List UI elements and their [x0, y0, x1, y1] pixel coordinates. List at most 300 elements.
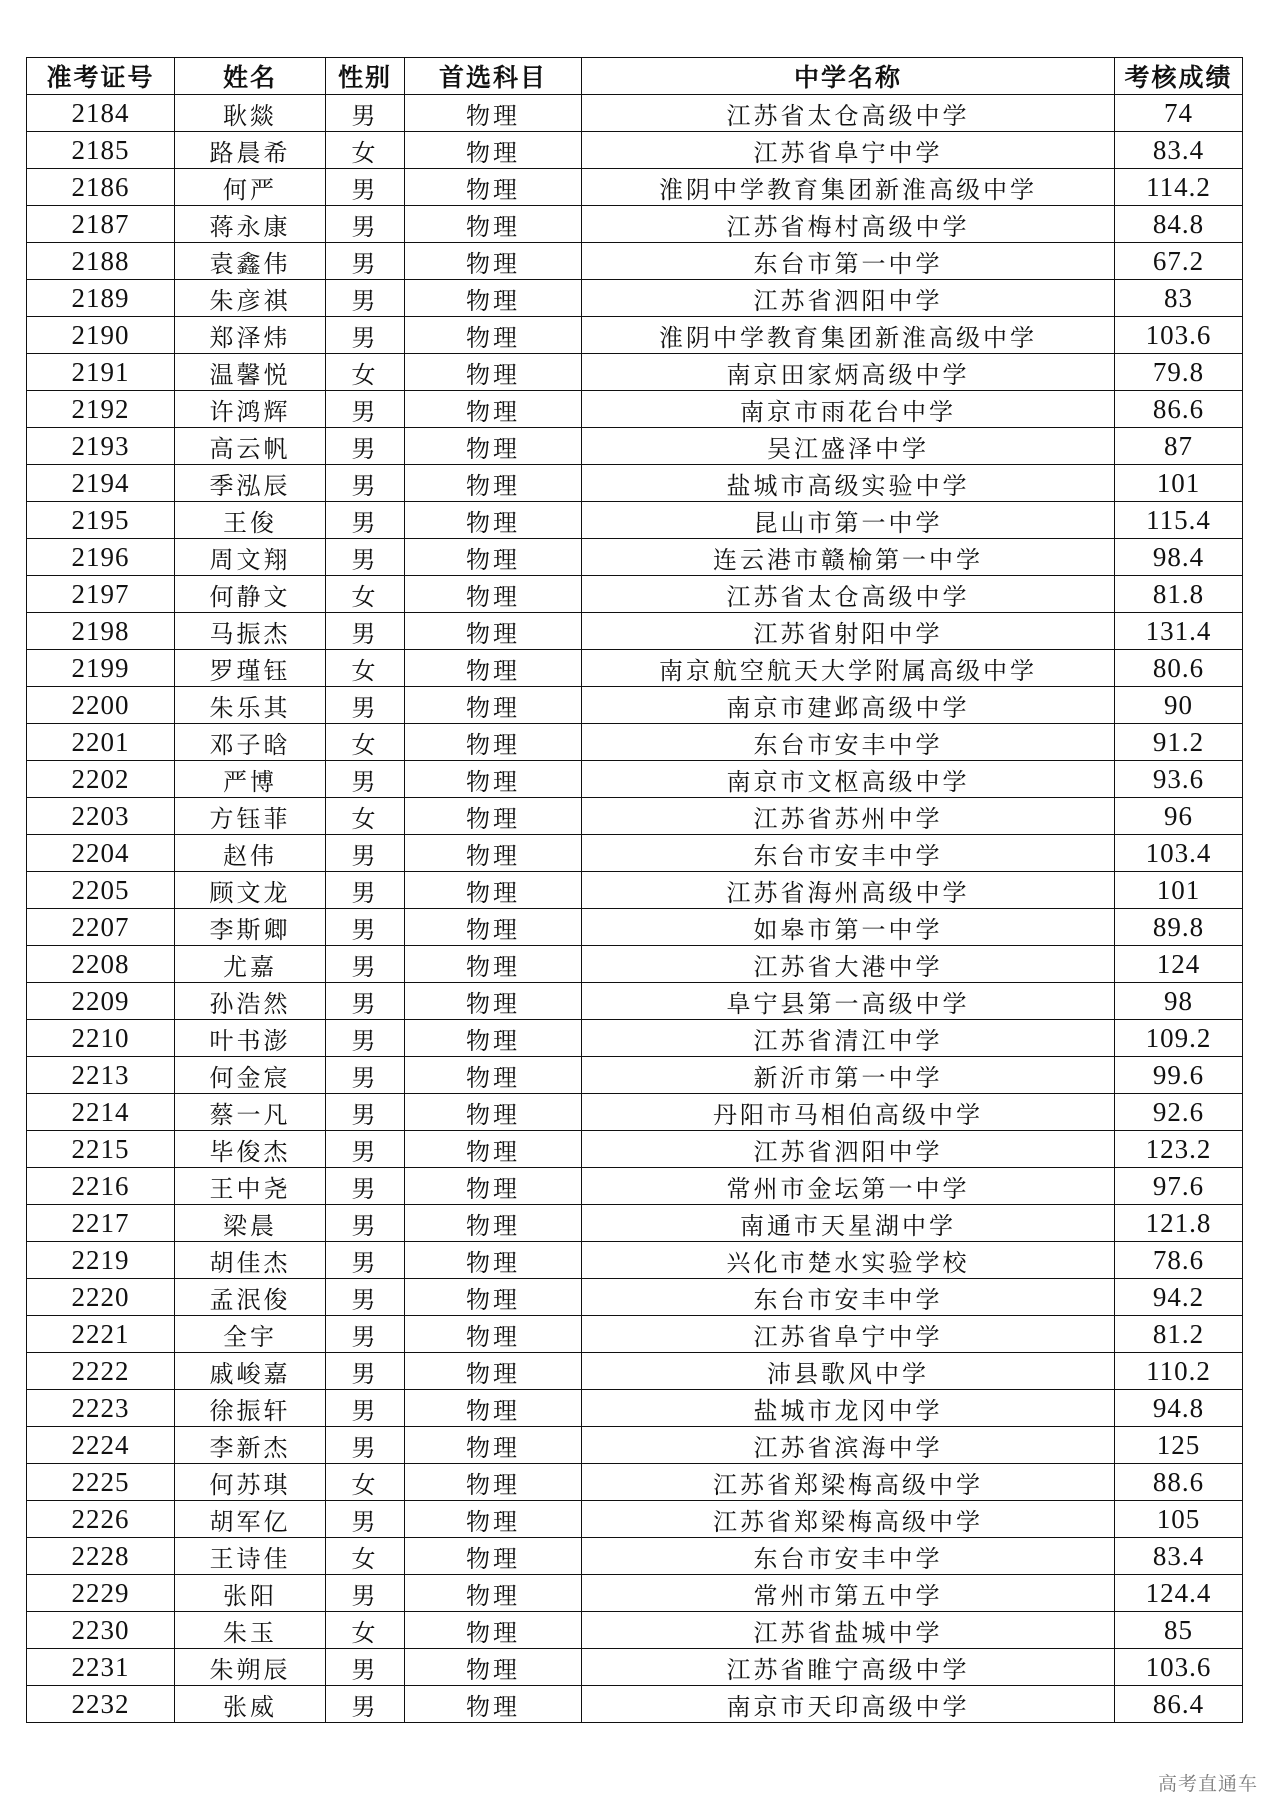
subject-cell: 物理 — [405, 724, 582, 761]
school-cell: 江苏省太仓高级中学 — [582, 95, 1115, 132]
name-cell: 王俊 — [175, 502, 326, 539]
gender-cell: 女 — [326, 132, 405, 169]
name-cell: 孟泯俊 — [175, 1279, 326, 1316]
score-cell: 88.6 — [1115, 1464, 1243, 1501]
table-row — [27, 1316, 1243, 1353]
gender-cell: 男 — [326, 465, 405, 502]
exam-id-cell: 2197 — [27, 576, 175, 613]
school-cell: 常州市第五中学 — [582, 1575, 1115, 1612]
score-cell: 86.4 — [1115, 1686, 1243, 1723]
gender-cell: 男 — [326, 613, 405, 650]
exam-id-cell: 2215 — [27, 1131, 175, 1168]
exam-id-cell: 2202 — [27, 761, 175, 798]
table-row — [27, 1538, 1243, 1575]
gender-cell: 女 — [326, 798, 405, 835]
table-row — [27, 1205, 1243, 1242]
school-cell: 江苏省苏州中学 — [582, 798, 1115, 835]
score-cell: 86.6 — [1115, 391, 1243, 428]
name-cell: 路晨希 — [175, 132, 326, 169]
name-cell: 季泓辰 — [175, 465, 326, 502]
table-row — [27, 95, 1243, 132]
name-cell: 朱朔辰 — [175, 1649, 326, 1686]
score-cell: 84.8 — [1115, 206, 1243, 243]
exam-id-cell: 2203 — [27, 798, 175, 835]
score-cell: 92.6 — [1115, 1094, 1243, 1131]
gender-cell: 男 — [326, 243, 405, 280]
name-cell: 何静文 — [175, 576, 326, 613]
score-cell: 83.4 — [1115, 1538, 1243, 1575]
school-cell: 江苏省射阳中学 — [582, 613, 1115, 650]
name-cell: 叶书澎 — [175, 1020, 326, 1057]
school-cell: 东台市安丰中学 — [582, 835, 1115, 872]
gender-cell: 女 — [326, 1464, 405, 1501]
subject-cell: 物理 — [405, 317, 582, 354]
name-cell: 何严 — [175, 169, 326, 206]
score-cell: 121.8 — [1115, 1205, 1243, 1242]
table-row — [27, 1094, 1243, 1131]
gender-cell: 男 — [326, 1353, 405, 1390]
name-cell: 赵伟 — [175, 835, 326, 872]
table-row — [27, 206, 1243, 243]
table-row — [27, 946, 1243, 983]
score-cell: 87 — [1115, 428, 1243, 465]
exam-id-cell: 2189 — [27, 280, 175, 317]
table-row — [27, 132, 1243, 169]
name-cell: 蒋永康 — [175, 206, 326, 243]
score-cell: 97.6 — [1115, 1168, 1243, 1205]
subject-cell: 物理 — [405, 502, 582, 539]
header-exam-id: 准考证号 — [27, 58, 175, 95]
header-school: 中学名称 — [582, 58, 1115, 95]
school-cell: 东台市安丰中学 — [582, 1279, 1115, 1316]
table-row — [27, 687, 1243, 724]
exam-id-cell: 2214 — [27, 1094, 175, 1131]
name-cell: 许鸿辉 — [175, 391, 326, 428]
subject-cell: 物理 — [405, 1279, 582, 1316]
name-cell: 何金宸 — [175, 1057, 326, 1094]
table-row — [27, 872, 1243, 909]
school-cell: 连云港市赣榆第一中学 — [582, 539, 1115, 576]
exam-id-cell: 2208 — [27, 946, 175, 983]
exam-id-cell: 2210 — [27, 1020, 175, 1057]
exam-id-cell: 2190 — [27, 317, 175, 354]
subject-cell: 物理 — [405, 1353, 582, 1390]
exam-id-cell: 2232 — [27, 1686, 175, 1723]
exam-id-cell: 2192 — [27, 391, 175, 428]
subject-cell: 物理 — [405, 1427, 582, 1464]
name-cell: 李新杰 — [175, 1427, 326, 1464]
gender-cell: 男 — [326, 1242, 405, 1279]
school-cell: 南京市天印高级中学 — [582, 1686, 1115, 1723]
school-cell: 南京市建邺高级中学 — [582, 687, 1115, 724]
subject-cell: 物理 — [405, 1390, 582, 1427]
exam-id-cell: 2228 — [27, 1538, 175, 1575]
table-row — [27, 909, 1243, 946]
results-table — [26, 57, 1243, 1723]
name-cell: 徐振轩 — [175, 1390, 326, 1427]
score-cell: 90 — [1115, 687, 1243, 724]
exam-id-cell: 2187 — [27, 206, 175, 243]
exam-id-cell: 2209 — [27, 983, 175, 1020]
score-cell: 94.8 — [1115, 1390, 1243, 1427]
school-cell: 东台市第一中学 — [582, 243, 1115, 280]
table-row — [27, 1131, 1243, 1168]
table-row — [27, 1390, 1243, 1427]
gender-cell: 男 — [326, 1131, 405, 1168]
school-cell: 江苏省郑梁梅高级中学 — [582, 1464, 1115, 1501]
score-cell: 81.2 — [1115, 1316, 1243, 1353]
subject-cell: 物理 — [405, 243, 582, 280]
gender-cell: 男 — [326, 1501, 405, 1538]
table-row — [27, 576, 1243, 613]
exam-id-cell: 2195 — [27, 502, 175, 539]
table-row — [27, 243, 1243, 280]
school-cell: 东台市安丰中学 — [582, 1538, 1115, 1575]
name-cell: 马振杰 — [175, 613, 326, 650]
score-cell: 80.6 — [1115, 650, 1243, 687]
school-cell: 江苏省泗阳中学 — [582, 280, 1115, 317]
table-row — [27, 1649, 1243, 1686]
table-row — [27, 1612, 1243, 1649]
table-row — [27, 983, 1243, 1020]
score-cell: 103.4 — [1115, 835, 1243, 872]
school-cell: 江苏省阜宁中学 — [582, 132, 1115, 169]
exam-id-cell: 2191 — [27, 354, 175, 391]
score-cell: 125 — [1115, 1427, 1243, 1464]
exam-id-cell: 2193 — [27, 428, 175, 465]
table-row — [27, 1427, 1243, 1464]
gender-cell: 男 — [326, 1279, 405, 1316]
score-cell: 114.2 — [1115, 169, 1243, 206]
subject-cell: 物理 — [405, 1501, 582, 1538]
school-cell: 江苏省睢宁高级中学 — [582, 1649, 1115, 1686]
gender-cell: 女 — [326, 650, 405, 687]
gender-cell: 男 — [326, 872, 405, 909]
name-cell: 袁鑫伟 — [175, 243, 326, 280]
score-cell: 110.2 — [1115, 1353, 1243, 1390]
gender-cell: 男 — [326, 946, 405, 983]
exam-id-cell: 2194 — [27, 465, 175, 502]
score-cell: 93.6 — [1115, 761, 1243, 798]
exam-id-cell: 2220 — [27, 1279, 175, 1316]
table-row — [27, 428, 1243, 465]
gender-cell: 男 — [326, 206, 405, 243]
school-cell: 江苏省太仓高级中学 — [582, 576, 1115, 613]
name-cell: 罗瑾钰 — [175, 650, 326, 687]
score-cell: 101 — [1115, 465, 1243, 502]
school-cell: 江苏省盐城中学 — [582, 1612, 1115, 1649]
score-cell: 103.6 — [1115, 317, 1243, 354]
subject-cell: 物理 — [405, 983, 582, 1020]
table-row — [27, 724, 1243, 761]
score-cell: 124 — [1115, 946, 1243, 983]
school-cell: 南通市天星湖中学 — [582, 1205, 1115, 1242]
subject-cell: 物理 — [405, 1094, 582, 1131]
subject-cell: 物理 — [405, 428, 582, 465]
subject-cell: 物理 — [405, 1242, 582, 1279]
exam-id-cell: 2225 — [27, 1464, 175, 1501]
subject-cell: 物理 — [405, 1020, 582, 1057]
exam-id-cell: 2188 — [27, 243, 175, 280]
score-cell: 89.8 — [1115, 909, 1243, 946]
exam-id-cell: 2207 — [27, 909, 175, 946]
table-row — [27, 613, 1243, 650]
school-cell: 江苏省梅村高级中学 — [582, 206, 1115, 243]
school-cell: 常州市金坛第一中学 — [582, 1168, 1115, 1205]
school-cell: 盐城市高级实验中学 — [582, 465, 1115, 502]
gender-cell: 男 — [326, 1094, 405, 1131]
table-row — [27, 539, 1243, 576]
gender-cell: 男 — [326, 1057, 405, 1094]
name-cell: 郑泽炜 — [175, 317, 326, 354]
school-cell: 江苏省海州高级中学 — [582, 872, 1115, 909]
gender-cell: 女 — [326, 354, 405, 391]
gender-cell: 男 — [326, 1205, 405, 1242]
gender-cell: 男 — [326, 1316, 405, 1353]
score-cell: 79.8 — [1115, 354, 1243, 391]
name-cell: 蔡一凡 — [175, 1094, 326, 1131]
name-cell: 王中尧 — [175, 1168, 326, 1205]
name-cell: 朱玉 — [175, 1612, 326, 1649]
school-cell: 如皋市第一中学 — [582, 909, 1115, 946]
gender-cell: 男 — [326, 391, 405, 428]
school-cell: 阜宁县第一高级中学 — [582, 983, 1115, 1020]
score-cell: 99.6 — [1115, 1057, 1243, 1094]
table-row — [27, 1168, 1243, 1205]
header-gender: 性别 — [326, 58, 405, 95]
exam-id-cell: 2222 — [27, 1353, 175, 1390]
table-row — [27, 1464, 1243, 1501]
exam-id-cell: 2200 — [27, 687, 175, 724]
exam-id-cell: 2196 — [27, 539, 175, 576]
school-cell: 南京田家炳高级中学 — [582, 354, 1115, 391]
subject-cell: 物理 — [405, 946, 582, 983]
score-cell: 83.4 — [1115, 132, 1243, 169]
name-cell: 张威 — [175, 1686, 326, 1723]
subject-cell: 物理 — [405, 132, 582, 169]
name-cell: 耿燚 — [175, 95, 326, 132]
name-cell: 毕俊杰 — [175, 1131, 326, 1168]
subject-cell: 物理 — [405, 206, 582, 243]
score-cell: 131.4 — [1115, 613, 1243, 650]
subject-cell: 物理 — [405, 1464, 582, 1501]
name-cell: 尤嘉 — [175, 946, 326, 983]
score-cell: 85 — [1115, 1612, 1243, 1649]
table-row — [27, 1501, 1243, 1538]
score-cell: 94.2 — [1115, 1279, 1243, 1316]
table-row — [27, 1575, 1243, 1612]
score-cell: 78.6 — [1115, 1242, 1243, 1279]
exam-id-cell: 2205 — [27, 872, 175, 909]
subject-cell: 物理 — [405, 835, 582, 872]
school-cell: 江苏省大港中学 — [582, 946, 1115, 983]
exam-id-cell: 2186 — [27, 169, 175, 206]
gender-cell: 男 — [326, 539, 405, 576]
table-row — [27, 317, 1243, 354]
score-cell: 123.2 — [1115, 1131, 1243, 1168]
table-row — [27, 1057, 1243, 1094]
score-cell: 109.2 — [1115, 1020, 1243, 1057]
score-cell: 96 — [1115, 798, 1243, 835]
table-row — [27, 1279, 1243, 1316]
school-cell: 南京航空航天大学附属高级中学 — [582, 650, 1115, 687]
exam-id-cell: 2216 — [27, 1168, 175, 1205]
exam-id-cell: 2185 — [27, 132, 175, 169]
table-row — [27, 391, 1243, 428]
school-cell: 淮阴中学教育集团新淮高级中学 — [582, 169, 1115, 206]
name-cell: 高云帆 — [175, 428, 326, 465]
gender-cell: 男 — [326, 280, 405, 317]
subject-cell: 物理 — [405, 1575, 582, 1612]
name-cell: 张阳 — [175, 1575, 326, 1612]
exam-id-cell: 2221 — [27, 1316, 175, 1353]
gender-cell: 男 — [326, 1427, 405, 1464]
exam-id-cell: 2219 — [27, 1242, 175, 1279]
subject-cell: 物理 — [405, 613, 582, 650]
subject-cell: 物理 — [405, 1612, 582, 1649]
table-row — [27, 650, 1243, 687]
exam-id-cell: 2204 — [27, 835, 175, 872]
results-sheet — [26, 57, 1243, 1723]
score-cell: 105 — [1115, 1501, 1243, 1538]
table-row — [27, 1353, 1243, 1390]
score-cell: 74 — [1115, 95, 1243, 132]
school-cell: 南京市雨花台中学 — [582, 391, 1115, 428]
table-row — [27, 502, 1243, 539]
subject-cell: 物理 — [405, 1205, 582, 1242]
subject-cell: 物理 — [405, 1686, 582, 1723]
name-cell: 胡佳杰 — [175, 1242, 326, 1279]
school-cell: 沛县歌风中学 — [582, 1353, 1115, 1390]
school-cell: 江苏省阜宁中学 — [582, 1316, 1115, 1353]
gender-cell: 男 — [326, 95, 405, 132]
table-row — [27, 465, 1243, 502]
exam-id-cell: 2199 — [27, 650, 175, 687]
name-cell: 严博 — [175, 761, 326, 798]
score-cell: 101 — [1115, 872, 1243, 909]
school-cell: 淮阴中学教育集团新淮高级中学 — [582, 317, 1115, 354]
exam-id-cell: 2217 — [27, 1205, 175, 1242]
score-cell: 115.4 — [1115, 502, 1243, 539]
gender-cell: 女 — [326, 576, 405, 613]
exam-id-cell: 2226 — [27, 1501, 175, 1538]
subject-cell: 物理 — [405, 798, 582, 835]
name-cell: 何苏琪 — [175, 1464, 326, 1501]
subject-cell: 物理 — [405, 1131, 582, 1168]
subject-cell: 物理 — [405, 872, 582, 909]
header-row — [27, 58, 1243, 95]
header-score: 考核成绩 — [1115, 58, 1243, 95]
subject-cell: 物理 — [405, 280, 582, 317]
subject-cell: 物理 — [405, 169, 582, 206]
gender-cell: 男 — [326, 1649, 405, 1686]
subject-cell: 物理 — [405, 1649, 582, 1686]
subject-cell: 物理 — [405, 1168, 582, 1205]
score-cell: 98 — [1115, 983, 1243, 1020]
exam-id-cell: 2230 — [27, 1612, 175, 1649]
gender-cell: 男 — [326, 169, 405, 206]
gender-cell: 男 — [326, 687, 405, 724]
name-cell: 周文翔 — [175, 539, 326, 576]
subject-cell: 物理 — [405, 391, 582, 428]
table-row — [27, 835, 1243, 872]
exam-id-cell: 2224 — [27, 1427, 175, 1464]
score-cell: 103.6 — [1115, 1649, 1243, 1686]
school-cell: 兴化市楚水实验学校 — [582, 1242, 1115, 1279]
exam-id-cell: 2223 — [27, 1390, 175, 1427]
table-body — [27, 95, 1243, 1723]
school-cell: 新沂市第一中学 — [582, 1057, 1115, 1094]
gender-cell: 男 — [326, 1686, 405, 1723]
subject-cell: 物理 — [405, 465, 582, 502]
gender-cell: 女 — [326, 1538, 405, 1575]
name-cell: 全宇 — [175, 1316, 326, 1353]
gender-cell: 男 — [326, 761, 405, 798]
table-row — [27, 354, 1243, 391]
name-cell: 梁晨 — [175, 1205, 326, 1242]
exam-id-cell: 2184 — [27, 95, 175, 132]
name-cell: 戚峻嘉 — [175, 1353, 326, 1390]
school-cell: 江苏省清江中学 — [582, 1020, 1115, 1057]
name-cell: 邓子晗 — [175, 724, 326, 761]
school-cell: 江苏省郑梁梅高级中学 — [582, 1501, 1115, 1538]
header-name: 姓名 — [175, 58, 326, 95]
score-cell: 98.4 — [1115, 539, 1243, 576]
subject-cell: 物理 — [405, 687, 582, 724]
subject-cell: 物理 — [405, 1538, 582, 1575]
school-cell: 东台市安丰中学 — [582, 724, 1115, 761]
exam-id-cell: 2198 — [27, 613, 175, 650]
exam-id-cell: 2213 — [27, 1057, 175, 1094]
school-cell: 南京市文枢高级中学 — [582, 761, 1115, 798]
name-cell: 温馨悦 — [175, 354, 326, 391]
subject-cell: 物理 — [405, 1316, 582, 1353]
gender-cell: 男 — [326, 983, 405, 1020]
subject-cell: 物理 — [405, 539, 582, 576]
name-cell: 李斯卿 — [175, 909, 326, 946]
exam-id-cell: 2229 — [27, 1575, 175, 1612]
school-cell: 江苏省滨海中学 — [582, 1427, 1115, 1464]
school-cell: 盐城市龙冈中学 — [582, 1390, 1115, 1427]
name-cell: 方钰菲 — [175, 798, 326, 835]
name-cell: 胡军亿 — [175, 1501, 326, 1538]
table-row — [27, 1242, 1243, 1279]
name-cell: 王诗佳 — [175, 1538, 326, 1575]
school-cell: 昆山市第一中学 — [582, 502, 1115, 539]
subject-cell: 物理 — [405, 1057, 582, 1094]
watermark-text: 高考直通车 — [1157, 1773, 1258, 1795]
subject-cell: 物理 — [405, 354, 582, 391]
table-row — [27, 1686, 1243, 1723]
table-row — [27, 169, 1243, 206]
gender-cell: 男 — [326, 428, 405, 465]
gender-cell: 女 — [326, 724, 405, 761]
name-cell: 朱彦祺 — [175, 280, 326, 317]
subject-cell: 物理 — [405, 761, 582, 798]
school-cell: 吴江盛泽中学 — [582, 428, 1115, 465]
exam-id-cell: 2201 — [27, 724, 175, 761]
gender-cell: 男 — [326, 1390, 405, 1427]
subject-cell: 物理 — [405, 576, 582, 613]
table-row — [27, 798, 1243, 835]
score-cell: 91.2 — [1115, 724, 1243, 761]
gender-cell: 男 — [326, 1168, 405, 1205]
exam-id-cell: 2231 — [27, 1649, 175, 1686]
gender-cell: 男 — [326, 502, 405, 539]
subject-cell: 物理 — [405, 650, 582, 687]
header-subject: 首选科目 — [405, 58, 582, 95]
score-cell: 81.8 — [1115, 576, 1243, 613]
